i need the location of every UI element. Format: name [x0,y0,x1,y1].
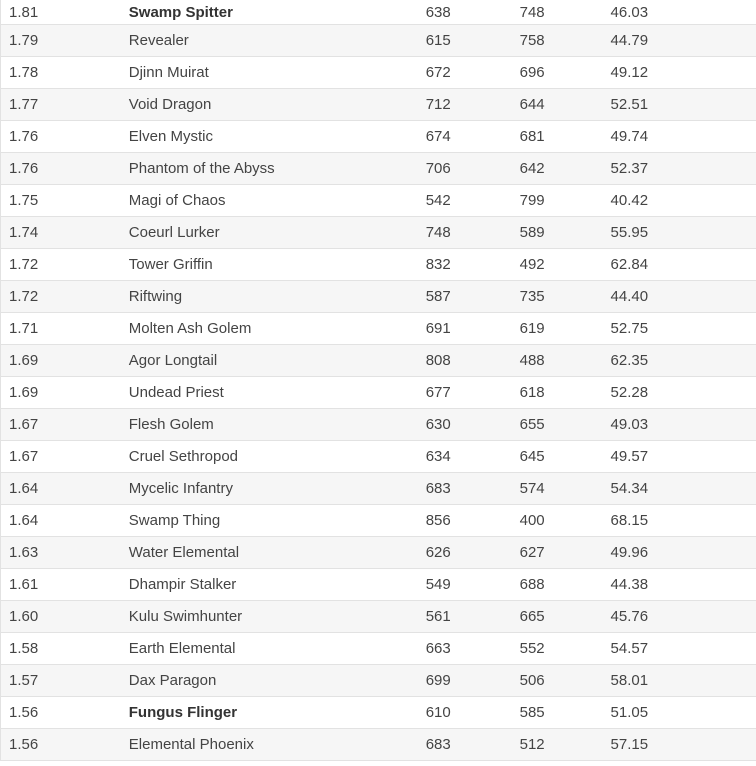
stat-a-cell: 856 [426,505,520,537]
card-name: Magi of Chaos [128,192,226,209]
score-cell: 1.61 [1,569,129,601]
card-name: Riftwing [128,288,183,305]
score-cell: 1.78 [1,57,129,89]
table-row [1,441,756,473]
stat-a-cell: 634 [426,441,520,473]
stat-percent-cell: 58.01 [611,665,756,697]
card-name: Void Dragon [128,96,212,113]
card-name: Elven Mystic [128,128,213,145]
card-name: Flesh Golem [128,416,214,433]
card-name: Dax Paragon [128,672,217,689]
stat-b-cell: 696 [520,57,611,89]
stat-a-cell: 672 [426,57,520,89]
card-name: Swamp Thing [128,512,221,529]
stat-percent-cell: 49.57 [611,441,756,473]
score-cell: 1.67 [1,441,129,473]
stat-a-cell: 706 [426,153,520,185]
stat-b-cell: 748 [520,0,611,25]
card-name: Revealer [128,32,189,49]
score-cell: 1.60 [1,601,129,633]
card-name-cell [129,441,426,473]
card-name-cell [129,153,426,185]
stat-b-cell: 400 [520,505,611,537]
stat-percent-cell: 49.12 [611,57,756,89]
stat-a-cell: 674 [426,121,520,153]
stat-b-cell: 758 [520,25,611,57]
stat-percent-cell: 49.96 [611,537,756,569]
card-name: Mycelic Infantry [128,480,233,497]
card-name: Coeurl Lurker [128,224,220,241]
stat-percent-cell: 44.79 [611,25,756,57]
stat-a-cell: 587 [426,281,520,313]
stat-a-cell: 699 [426,665,520,697]
score-cell: 1.69 [1,377,129,409]
stat-b-cell: 585 [520,697,611,729]
stat-b-cell: 619 [520,313,611,345]
table-row [1,313,756,345]
score-cell: 1.56 [1,729,129,761]
card-name-cell [129,89,426,121]
score-cell: 1.64 [1,505,129,537]
score-cell: 1.57 [1,665,129,697]
table-row [1,121,756,153]
stat-percent-cell: 44.40 [611,281,756,313]
stat-percent-cell: 57.15 [611,729,756,761]
score-cell: 1.72 [1,249,129,281]
score-cell: 1.76 [1,153,129,185]
score-cell: 1.71 [1,313,129,345]
stat-b-cell: 506 [520,665,611,697]
stat-b-cell: 644 [520,89,611,121]
stat-percent-cell: 49.03 [611,409,756,441]
stat-percent-cell: 52.75 [611,313,756,345]
score-cell: 1.64 [1,473,129,505]
stat-a-cell: 638 [426,0,520,25]
stat-percent-cell: 40.42 [611,185,756,217]
card-name: Elemental Phoenix [128,736,254,753]
card-name: Tower Griffin [128,256,213,273]
score-cell: 1.77 [1,89,129,121]
table-row [1,633,756,665]
stat-b-cell: 665 [520,601,611,633]
stat-a-cell: 626 [426,537,520,569]
table-row [1,377,756,409]
table-row [1,25,756,57]
card-name-cell [129,121,426,153]
stat-percent-cell: 54.34 [611,473,756,505]
stat-percent-cell: 52.37 [611,153,756,185]
card-name: Agor Longtail [128,352,218,369]
table-row [1,697,756,729]
score-cell: 1.72 [1,281,129,313]
card-name-cell [129,569,426,601]
card-name-cell [129,185,426,217]
card-name: Djinn Muirat [128,64,209,81]
table-row [1,505,756,537]
table-row [1,0,756,25]
card-name-cell [129,633,426,665]
card-name: Swamp Spitter [128,3,233,21]
table-row [1,665,756,697]
score-cell: 1.76 [1,121,129,153]
score-cell: 1.79 [1,25,129,57]
stat-b-cell: 512 [520,729,611,761]
card-name: Cruel Sethropod [128,448,238,465]
table-row [1,249,756,281]
stat-percent-cell: 55.95 [611,217,756,249]
stat-percent-cell: 68.15 [611,505,756,537]
card-name: Molten Ash Golem [128,320,252,337]
stat-a-cell: 561 [426,601,520,633]
stat-percent-cell: 62.35 [611,345,756,377]
table-row [1,185,756,217]
stat-b-cell: 627 [520,537,611,569]
card-name: Water Elemental [128,544,240,561]
table-row [1,601,756,633]
card-name-cell [129,313,426,345]
card-name: Fungus Flinger [128,704,238,721]
stat-percent-cell: 54.57 [611,633,756,665]
stat-b-cell: 618 [520,377,611,409]
stat-percent-cell: 46.03 [611,0,756,25]
stat-b-cell: 552 [520,633,611,665]
card-name-cell [129,505,426,537]
card-name-cell [129,281,426,313]
stat-a-cell: 610 [426,697,520,729]
table-row [1,153,756,185]
card-name: Phantom of the Abyss [128,160,275,177]
stat-percent-cell: 49.74 [611,121,756,153]
stat-percent-cell: 44.38 [611,569,756,601]
card-name: Kulu Swimhunter [128,608,243,625]
score-cell: 1.74 [1,217,129,249]
score-cell: 1.56 [1,697,129,729]
stat-b-cell: 488 [520,345,611,377]
stat-b-cell: 574 [520,473,611,505]
table-row [1,409,756,441]
stat-a-cell: 549 [426,569,520,601]
card-name-cell [129,697,426,729]
table-row [1,345,756,377]
table-row [1,569,756,601]
stat-b-cell: 589 [520,217,611,249]
card-name-cell [129,537,426,569]
stat-b-cell: 799 [520,185,611,217]
stat-b-cell: 735 [520,281,611,313]
card-name-cell [129,249,426,281]
stat-a-cell: 630 [426,409,520,441]
stat-a-cell: 683 [426,473,520,505]
stat-b-cell: 492 [520,249,611,281]
stat-a-cell: 748 [426,217,520,249]
stat-percent-cell: 52.51 [611,89,756,121]
stat-percent-cell: 45.76 [611,601,756,633]
score-cell: 1.67 [1,409,129,441]
score-cell: 1.75 [1,185,129,217]
card-name: Earth Elemental [128,640,236,657]
card-name-cell [129,409,426,441]
card-name: Undead Priest [128,384,224,401]
card-name-cell [129,57,426,89]
card-name: Dhampir Stalker [128,576,237,593]
stat-percent-cell: 51.05 [611,697,756,729]
card-name-cell [129,729,426,761]
stat-b-cell: 688 [520,569,611,601]
table-row [1,473,756,505]
table-row [1,729,756,761]
stat-a-cell: 808 [426,345,520,377]
stat-a-cell: 677 [426,377,520,409]
stat-a-cell: 683 [426,729,520,761]
card-name-cell [129,473,426,505]
table-row [1,217,756,249]
table-row [1,89,756,121]
card-name-cell [129,217,426,249]
card-name-cell [129,345,426,377]
stat-percent-cell: 62.84 [611,249,756,281]
table-body [1,0,756,761]
stat-a-cell: 663 [426,633,520,665]
score-cell: 1.63 [1,537,129,569]
card-name-cell [129,377,426,409]
stat-b-cell: 645 [520,441,611,473]
score-cell: 1.81 [1,0,129,25]
score-cell: 1.58 [1,633,129,665]
card-name-cell [129,665,426,697]
table-row [1,57,756,89]
card-name-cell [129,601,426,633]
card-name-cell [129,0,426,25]
stat-b-cell: 655 [520,409,611,441]
stat-a-cell: 691 [426,313,520,345]
stat-a-cell: 712 [426,89,520,121]
stat-b-cell: 642 [520,153,611,185]
table-row [1,281,756,313]
score-cell: 1.69 [1,345,129,377]
stat-b-cell: 681 [520,121,611,153]
stat-a-cell: 832 [426,249,520,281]
table-row [1,537,756,569]
card-name-cell [129,25,426,57]
stat-a-cell: 615 [426,25,520,57]
stat-a-cell: 542 [426,185,520,217]
stat-percent-cell: 52.28 [611,377,756,409]
